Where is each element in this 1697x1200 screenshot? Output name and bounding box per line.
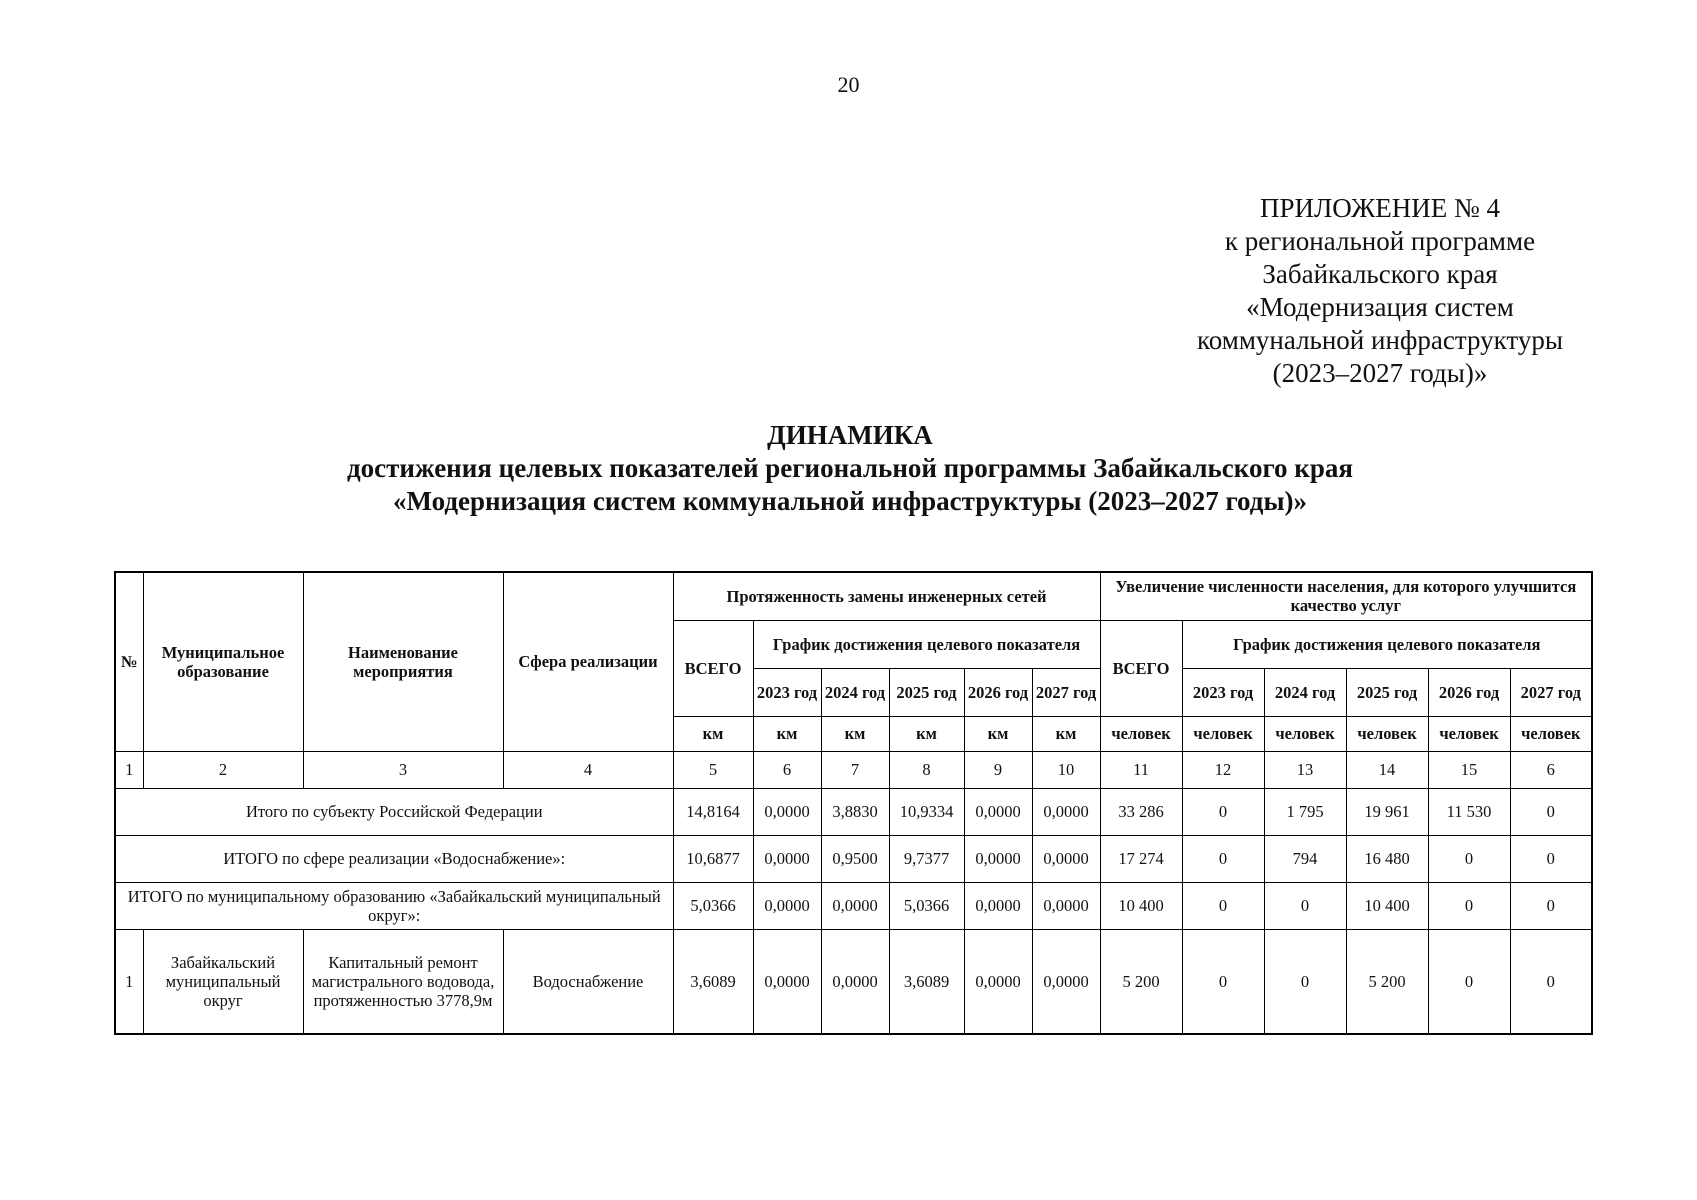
header-population-total: ВСЕГО [1100, 620, 1182, 716]
title-line: достижения целевых показателей региональной программы Забайкальского края [347, 453, 1353, 483]
summary-row-municipality [115, 882, 1592, 929]
table-cell: 3,8830 [821, 788, 889, 835]
table-cell: 0,0000 [964, 788, 1032, 835]
document-title [200, 419, 1500, 518]
header-networks-schedule: График достижения целевого показателя [753, 620, 1100, 668]
header-networks-group: Протяженность замены инженерных сетей [673, 572, 1100, 620]
column-number: 15 [1428, 751, 1510, 788]
unit-cell: км [1032, 716, 1100, 751]
column-number: 8 [889, 751, 964, 788]
table-cell: 10 400 [1100, 882, 1182, 929]
header-population-group: Увеличение численности населения, для которого улучшится качество услуг [1100, 572, 1592, 620]
table-cell: 0 [1182, 835, 1264, 882]
appendix-line: ПРИЛОЖЕНИЕ № 4 [1259, 193, 1501, 223]
unit-cell: км [753, 716, 821, 751]
unit-cell: человек [1100, 716, 1182, 751]
unit-cell: человек [1510, 716, 1592, 751]
header-municipality: Муниципальное образование [143, 572, 303, 751]
table-cell: 17 274 [1100, 835, 1182, 882]
table-cell: 0,0000 [753, 835, 821, 882]
table-cell: 0 [1510, 882, 1592, 929]
summary-row-sphere [115, 835, 1592, 882]
event-cell: Капитальный ремонт магистрального водовода, протяженностью 3778,9м [303, 929, 503, 1034]
column-number: 9 [964, 751, 1032, 788]
unit-cell: человек [1346, 716, 1428, 751]
table-cell: 0,0000 [964, 882, 1032, 929]
table-cell: 10 400 [1346, 882, 1428, 929]
title-line: ДИНАМИКА [767, 420, 933, 450]
municipality-cell: Забайкальский муниципальный округ [143, 929, 303, 1034]
header-event: Наименование мероприятия [303, 572, 503, 751]
header-sphere: Сфера реализации [503, 572, 673, 751]
table-cell: 0 [1182, 929, 1264, 1034]
table-cell: 0,0000 [821, 929, 889, 1034]
header-year: 2025 год [889, 668, 964, 716]
table-cell: 0 [1264, 882, 1346, 929]
appendix-line: «Модернизация систем [1246, 292, 1514, 322]
table-cell: 0,0000 [1032, 835, 1100, 882]
column-number: 6 [753, 751, 821, 788]
appendix-header [1150, 192, 1610, 390]
column-number: 1 [115, 751, 143, 788]
summary-label: ИТОГО по сфере реализации «Водоснабжение»: [115, 835, 673, 882]
unit-cell: человек [1264, 716, 1346, 751]
table-cell: 0,0000 [753, 929, 821, 1034]
table-cell: 0 [1510, 788, 1592, 835]
table-cell: 16 480 [1346, 835, 1428, 882]
table-cell: 3,6089 [889, 929, 964, 1034]
table-cell: 0,0000 [753, 788, 821, 835]
table-cell: 19 961 [1346, 788, 1428, 835]
table-cell: 0 [1428, 929, 1510, 1034]
column-number: 11 [1100, 751, 1182, 788]
table-cell: 0 [1428, 835, 1510, 882]
table-cell: 33 286 [1100, 788, 1182, 835]
table-cell: 10,6877 [673, 835, 753, 882]
header-networks-total: ВСЕГО [673, 620, 753, 716]
table-cell: 794 [1264, 835, 1346, 882]
unit-cell: человек [1182, 716, 1264, 751]
appendix-line: коммунальной инфраструктуры [1197, 325, 1563, 355]
unit-cell: км [673, 716, 753, 751]
table-cell: 3,6089 [673, 929, 753, 1034]
column-number: 13 [1264, 751, 1346, 788]
table-cell: 0,0000 [821, 882, 889, 929]
unit-cell: км [964, 716, 1032, 751]
appendix-line: (2023–2027 годы)» [1272, 358, 1488, 388]
table-cell: 0 [1428, 882, 1510, 929]
header-year: 2025 год [1346, 668, 1428, 716]
table-cell: 5 200 [1100, 929, 1182, 1034]
column-number: 6 [1510, 751, 1592, 788]
row-number: 1 [115, 929, 143, 1034]
header-year: 2026 год [1428, 668, 1510, 716]
table-cell: 0,0000 [1032, 788, 1100, 835]
table-cell: 1 795 [1264, 788, 1346, 835]
table-cell: 0,0000 [964, 835, 1032, 882]
unit-cell: км [821, 716, 889, 751]
appendix-line: к региональной программе [1224, 226, 1536, 256]
column-number: 4 [503, 751, 673, 788]
table-cell: 0 [1264, 929, 1346, 1034]
column-number: 14 [1346, 751, 1428, 788]
table-cell: 0 [1510, 835, 1592, 882]
table-cell: 0,0000 [1032, 929, 1100, 1034]
header-year: 2023 год [753, 668, 821, 716]
summary-label: ИТОГО по муниципальному образованию «Забайкальский муниципальный округ»: [115, 882, 673, 929]
header-no: № [115, 572, 143, 751]
appendix-line: Забайкальского края [1262, 259, 1498, 289]
table-cell: 14,8164 [673, 788, 753, 835]
header-year: 2024 год [1264, 668, 1346, 716]
header-year: 2024 год [821, 668, 889, 716]
table-cell: 5,0366 [673, 882, 753, 929]
summary-label: Итого по субъекту Российской Федерации [115, 788, 673, 835]
indicators-table [114, 571, 1593, 1035]
table-cell: 0,0000 [1032, 882, 1100, 929]
unit-cell: км [889, 716, 964, 751]
column-number: 5 [673, 751, 753, 788]
table-cell: 0 [1182, 788, 1264, 835]
table-cell: 0 [1182, 882, 1264, 929]
table-cell: 0,0000 [753, 882, 821, 929]
table-cell: 0,9500 [821, 835, 889, 882]
column-number: 10 [1032, 751, 1100, 788]
title-line: «Модернизация систем коммунальной инфраструктуры (2023–2027 годы)» [392, 486, 1308, 516]
table-cell: 10,9334 [889, 788, 964, 835]
column-number: 12 [1182, 751, 1264, 788]
table-cell: 9,7377 [889, 835, 964, 882]
column-number: 3 [303, 751, 503, 788]
header-year: 2027 год [1032, 668, 1100, 716]
table-cell: 5,0366 [889, 882, 964, 929]
header-population-schedule: График достижения целевого показателя [1182, 620, 1592, 668]
column-number: 2 [143, 751, 303, 788]
table-row [115, 929, 1592, 1034]
header-year: 2023 год [1182, 668, 1264, 716]
sphere-cell: Водоснабжение [503, 929, 673, 1034]
column-number: 7 [821, 751, 889, 788]
column-number-row [115, 751, 1592, 788]
header-year: 2027 год [1510, 668, 1592, 716]
table-cell: 0 [1510, 929, 1592, 1034]
table-cell: 11 530 [1428, 788, 1510, 835]
summary-row-subject [115, 788, 1592, 835]
table-cell: 5 200 [1346, 929, 1428, 1034]
table-cell: 0,0000 [964, 929, 1032, 1034]
page-number: 20 [837, 72, 860, 97]
unit-cell: человек [1428, 716, 1510, 751]
header-year: 2026 год [964, 668, 1032, 716]
